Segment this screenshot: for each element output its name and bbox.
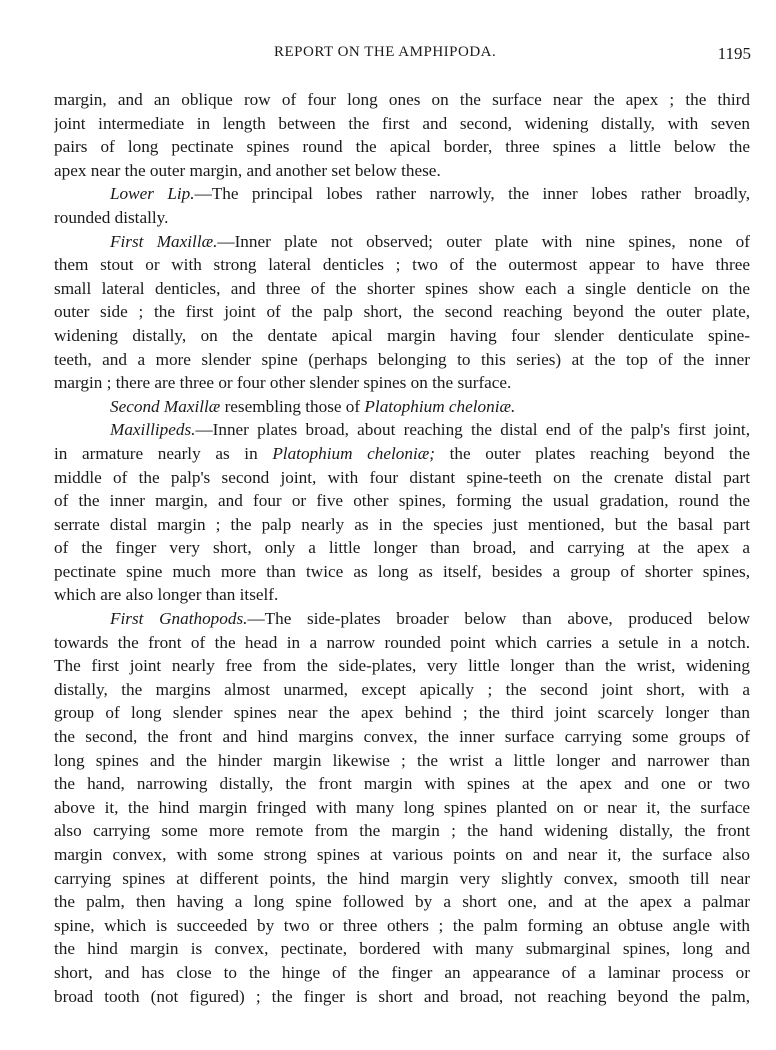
text-segment: above it, the hind margin fringed with many long spines planted on or near it, the surface: [54, 797, 750, 817]
text-segment: pectinate spine much more than twice as long as itself, besides a group of shorter spines,: [54, 561, 750, 581]
text-segment: distally, the margins almost unarmed, except apically ; the second joint short, with a: [54, 679, 750, 699]
text-segment: teeth, and a more slender spine (perhaps belonging to this series) at the top of the inner: [54, 349, 750, 369]
text-segment: group of long slender spines near the apex behind ; the third joint scarcely longer than: [54, 703, 750, 723]
text-line: [54, 890, 750, 914]
text-segment: spine, which is succeeded by two or three others ; the palm forming an obtuse angle with: [54, 915, 750, 935]
text-segment: them stout or with strong lateral denticles ; two of the outermost appear to have three: [54, 255, 750, 275]
text-segment: the palm, then having a long spine followed by a short one, and at the apex a palmar: [54, 892, 750, 912]
text-line: [54, 701, 750, 725]
italic-heading: First Maxillæ.: [110, 231, 218, 251]
text-line: [54, 395, 750, 419]
text-line: [54, 631, 750, 655]
italic-heading: Platophium cheloniæ.: [364, 396, 516, 416]
text-segment: long spines and the hinder margin likewise ; the wrist a little longer and narrower than: [54, 750, 750, 770]
text-line: [54, 206, 750, 230]
text-line: [54, 348, 750, 372]
text-line: [54, 985, 750, 1009]
text-line: [54, 583, 750, 607]
text-line: [54, 607, 750, 631]
text-line: [54, 654, 750, 678]
text-segment: —The side-plates broader below than above, produced below: [247, 609, 750, 629]
text-segment: broad tooth (not figured) ; the finger is short and broad, not reaching beyond the palm,: [54, 986, 750, 1006]
text-line: [54, 772, 750, 796]
text-segment: —The principal lobes rather narrowly, the inner lobes rather broadly,: [194, 184, 750, 204]
text-line: [54, 843, 750, 867]
text-segment: resembling those of: [220, 396, 365, 416]
text-line: [54, 819, 750, 843]
text-segment: short, and has close to the hinge of the finger an appearance of a laminar process or: [54, 962, 750, 982]
text-segment: the hand, narrowing distally, the front margin with spines at the apex and one or two: [54, 774, 750, 794]
text-segment: which are also longer than itself.: [54, 585, 279, 605]
text-line: [54, 300, 750, 324]
text-line: [54, 560, 750, 584]
text-segment: serrate distal margin ; the palp nearly as in the species just mentioned, but the basal part: [54, 514, 750, 534]
text-line: [54, 749, 750, 773]
text-line: [54, 489, 750, 513]
text-segment: rounded distally.: [54, 207, 169, 227]
text-segment: margin convex, with some strong spines at various points on and near it, the surface also: [54, 845, 750, 864]
text-segment: The first joint nearly free from the side-plates, very little longer than the wrist, widening: [54, 656, 750, 676]
text-line: [54, 371, 750, 395]
running-header: [54, 44, 751, 68]
text-line: [54, 253, 750, 277]
text-segment: margin, and an oblique row of four long ones on the surface near the apex ; the third: [54, 90, 750, 109]
text-line: [54, 442, 750, 466]
text-segment: apex near the outer margin, and another set below these.: [54, 160, 441, 180]
text-line: [54, 135, 750, 159]
text-line: [54, 937, 750, 961]
text-segment: the hind margin is convex, pectinate, bordered with many submarginal spines, long and: [54, 939, 750, 959]
text-segment: widening distally, on the dentate apical margin having four slender denticulate spine-: [54, 325, 750, 345]
text-segment: of the inner margin, and four or five other spines, forming the usual gradation, round the: [54, 491, 750, 511]
italic-heading: Second Maxillæ: [110, 396, 221, 416]
text-line: [54, 867, 750, 891]
text-line: [54, 418, 750, 442]
text-line: [54, 182, 750, 206]
text-line: [54, 678, 750, 702]
text-segment: the second, the front and hind margins convex, the inner surface carrying some groups of: [54, 727, 750, 747]
text-line: [54, 513, 750, 537]
text-segment: —Inner plate not observed; outer plate with nine spines, none of: [217, 231, 750, 251]
text-line: [54, 277, 750, 301]
text-line: [54, 536, 750, 560]
body-text: [54, 88, 750, 1008]
text-segment: joint intermediate in length between the first and second, widening distally, with seven: [54, 113, 750, 133]
text-segment: carrying spines at different points, the hind margin very slightly convex, smooth till near: [54, 868, 750, 888]
italic-heading: Maxillipeds.: [110, 420, 196, 440]
text-line: [54, 159, 750, 183]
running-title: REPORT ON THE AMPHIPODA.: [274, 44, 497, 60]
text-line: [54, 230, 750, 254]
text-line: [54, 112, 750, 136]
italic-heading: First Gnathopods.: [110, 609, 248, 629]
text-segment: in armature nearly as in: [54, 443, 273, 463]
text-line: [54, 914, 750, 938]
text-line: [54, 725, 750, 749]
text-line: [54, 961, 750, 985]
text-segment: of the finger very short, only a little longer than broad, and carrying at the apex a: [54, 538, 750, 558]
text-line: [54, 88, 750, 112]
text-segment: also carrying some more remote from the margin ; the hand widening distally, the front: [54, 821, 750, 841]
text-segment: small lateral denticles, and three of the shorter spines show each a single denticle on the: [54, 278, 750, 298]
text-segment: pairs of long pectinate spines round the apical border, three spines a little below the: [54, 137, 750, 157]
text-segment: middle of the palp's second joint, with four distant spine-teeth on the crenate distal part: [54, 467, 750, 487]
page-number: 1195: [717, 44, 751, 63]
text-segment: outer side ; the first joint of the palp short, the second reaching beyond the outer plate,: [54, 302, 750, 322]
text-segment: towards the front of the head in a narrow rounded point which carries a setule in a notch.: [54, 632, 750, 652]
text-segment: margin ; there are three or four other slender spines on the surface.: [54, 373, 512, 393]
text-line: [54, 324, 750, 348]
text-line: [54, 796, 750, 820]
italic-heading: Platophium cheloniæ;: [272, 443, 435, 463]
text-segment: the outer plates reaching beyond the: [434, 443, 750, 463]
italic-heading: Lower Lip.: [110, 184, 195, 204]
text-line: [54, 466, 750, 490]
text-segment: —Inner plates broad, about reaching the distal end of the palp's first joint,: [195, 420, 750, 440]
